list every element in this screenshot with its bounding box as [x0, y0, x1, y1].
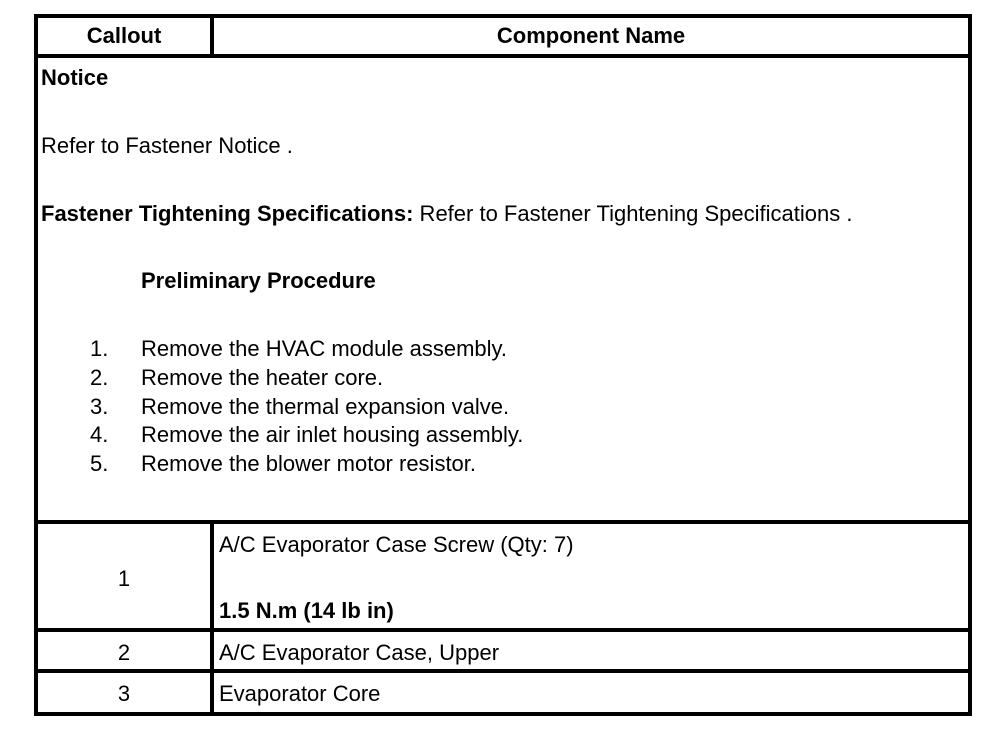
rows-column-divider: [210, 520, 214, 716]
step-number: 4.: [90, 422, 109, 447]
row-1-callout: 1: [117, 566, 131, 591]
row-3-callout: 3: [117, 681, 131, 706]
component-table: [34, 14, 972, 716]
row-divider-2: [34, 669, 972, 673]
row-divider-1: [34, 628, 972, 632]
table-border-top: [34, 14, 972, 18]
row-2-callout: 2: [117, 640, 131, 665]
step-number: 5.: [90, 451, 109, 476]
step-text: Remove the heater core.: [141, 365, 384, 390]
fastener-notice-text: Refer to Fastener Notice .: [41, 133, 293, 158]
fastener-spec-line: [41, 201, 852, 227]
row-1-torque-spec: 1.5 N.m (14 lb in): [219, 598, 394, 623]
notice-divider: [34, 520, 972, 524]
row-3-name: Evaporator Core: [219, 681, 381, 706]
step-text: Remove the air inlet housing assembly.: [141, 422, 524, 447]
step-number: 2.: [90, 365, 109, 390]
step-text: Remove the thermal expansion valve.: [141, 394, 510, 419]
table-border-left: [34, 14, 38, 716]
procedure-title: Preliminary Procedure: [141, 268, 376, 293]
fastener-spec-label: Fastener Tightening Specifications:: [41, 201, 414, 226]
step-number: 3.: [90, 394, 109, 419]
row-1-name: A/C Evaporator Case Screw (Qty: 7): [219, 532, 574, 557]
step-number: 1.: [90, 336, 109, 361]
fastener-spec-text: Refer to Fastener Tightening Specifications .: [413, 201, 853, 226]
step-text: Remove the HVAC module assembly.: [141, 336, 507, 361]
header-component-name: Component Name: [496, 23, 686, 48]
step-text: Remove the blower motor resistor.: [141, 451, 477, 476]
header-divider: [34, 54, 972, 58]
notice-title: Notice: [41, 65, 109, 90]
header-callout: Callout: [86, 23, 162, 48]
row-2-name: A/C Evaporator Case, Upper: [219, 640, 500, 665]
table-border-right: [968, 14, 972, 716]
table-border-bottom: [34, 712, 972, 716]
